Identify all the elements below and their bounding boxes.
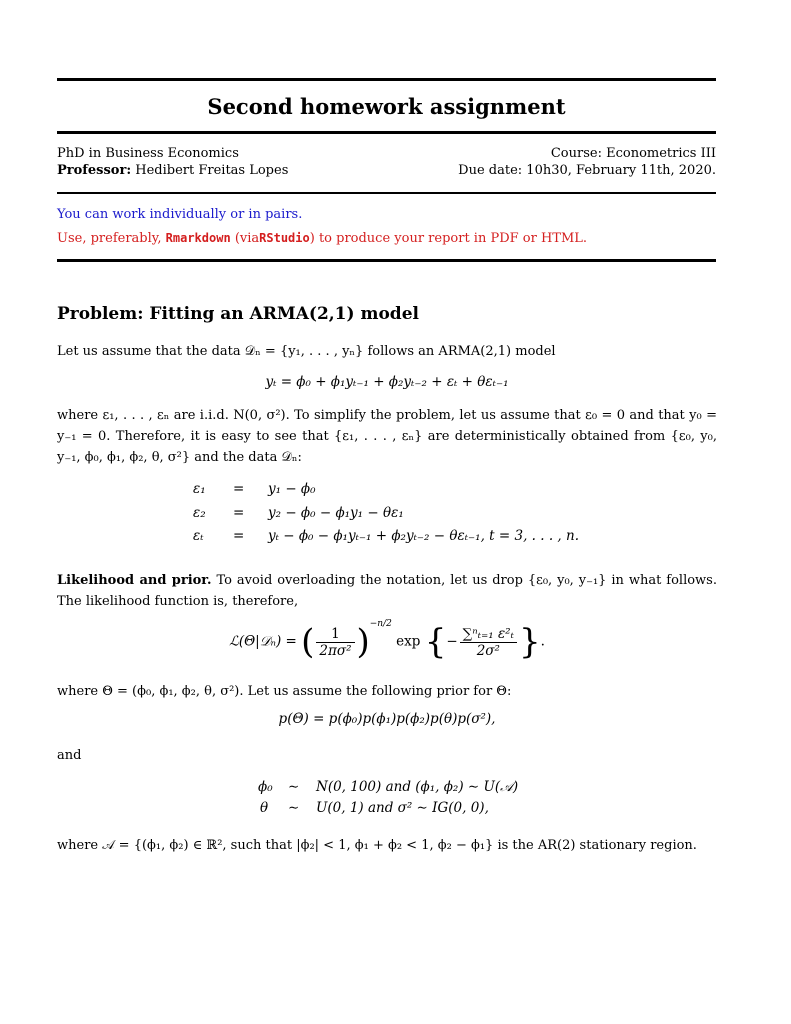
prior-line-1-rhs: N(0, 100) and (ϕ₁, ϕ₂) ∼ U(𝒜) [316, 779, 519, 795]
professor-name: Hedibert Freitas Lopes [135, 163, 289, 178]
residual-eq-3: εₜ = yₜ − ϕ₀ − ϕ₁yₜ₋₁ + ϕ₂yₜ₋₂ − θεₜ₋₁, t = 3, . . . , n. [193, 528, 579, 544]
prior-equation: p(Θ) = p(ϕ₀)p(ϕ₁)p(ϕ₂)p(θ)p(σ²), [278, 711, 496, 727]
likelihood-exp: exp [396, 633, 421, 650]
notes-rule [57, 259, 716, 262]
residual-eq-1-rhs: y₁ − ϕ₀ [268, 481, 316, 497]
professor-label: Professor: [57, 163, 132, 178]
prior-line-1: ϕ₀ ∼ N(0, 100) and (ϕ₁, ϕ₂) ∼ U(𝒜) [258, 779, 519, 795]
title-rule [57, 131, 716, 134]
rmarkdown-text: Rmarkdown [165, 231, 231, 245]
likelihood-paragraph [57, 570, 717, 612]
document-title: Second homework assignment [207, 94, 566, 119]
prior-line-2: θ ∼ U(0, 1) and σ² ∼ IG(0, 0), [260, 800, 489, 816]
top-rule [57, 78, 716, 81]
residual-eq-2-rhs: y₂ − ϕ₀ − ϕ₁y₁ − θε₁ [268, 505, 404, 521]
residual-eq-3-rhs: yₜ − ϕ₀ − ϕ₁yₜ₋₁ + ϕ₂yₜ₋₂ − θεₜ₋₁, t = 3, . . . , n. [268, 528, 579, 544]
and-text: and [57, 748, 82, 763]
residual-eq-1: ε₁ = y₁ − ϕ₀ [193, 481, 316, 497]
residual-eq-3-lhs: εₜ [193, 528, 204, 544]
work-note: You can work individually or in pairs. [57, 207, 303, 222]
region-paragraph: where 𝒜 = {(ϕ₁, ϕ₂) ∈ ℝ², such that |ϕ₂| < 1, ϕ₁ + ϕ₂ < 1, ϕ₂ − ϕ₁} is the AR(2) stationary region. [57, 838, 697, 853]
section-title: Problem: Fitting an ARMA(2,1) model [57, 304, 419, 324]
course-text: Course: Econometrics III [550, 146, 716, 161]
professor-line [57, 163, 288, 178]
residual-eq-2: ε₂ = y₂ − ϕ₀ − ϕ₁y₁ − θε₁ [193, 505, 404, 521]
report-note-mid: (via [234, 231, 260, 246]
residual-eq-1-lhs: ε₁ [193, 481, 206, 497]
program-text: PhD in Business Economics [57, 146, 239, 161]
residual-eq-2-lhs: ε₂ [193, 505, 206, 521]
prior-line-2-lhs: θ [260, 800, 269, 816]
likelihood-fraction: $\frac{1}{\text{2πσ²}}$ [316, 626, 354, 659]
rstudio-text: RStudio [259, 231, 310, 245]
likelihood-exp-fraction: $\frac{\text{∑ⁿₜ₌₁ ε²ₜ}}{\text{2σ²}}$ [460, 626, 517, 659]
report-note-prefix: Use, preferably, [57, 231, 162, 246]
report-note-suffix: ) to produce your report in PDF or HTML. [309, 231, 588, 246]
prior-line-2-rhs: U(0, 1) and σ² ∼ IG(0, 0), [316, 800, 489, 816]
header-rule [57, 192, 716, 194]
likelihood-equation: ℒ(Θ|𝒟ₙ) = ( $\frac{1}{\text{2πσ²}}$ )$^{-n/2}$ exp {− $\frac{\text{∑ⁿₜ₌₁ ε²ₜ}}{\text{2σ²}}$ }. [229, 619, 545, 662]
report-note [57, 231, 587, 246]
likelihood-text: To avoid overloading the notation, let us drop {ε₀, y₀, y₋₁} in what follows. The likelihood function is, therefore, [57, 573, 717, 609]
likelihood-heading: Likelihood and prior. [57, 573, 212, 588]
parameter-paragraph: where Θ = (ϕ₀, ϕ₁, ϕ₂, θ, σ²). Let us assume the following prior for Θ: [57, 684, 512, 699]
intro-paragraph: Let us assume that the data 𝒟ₙ = {y₁, . . . , yₙ} follows an ARMA(2,1) model [57, 344, 556, 359]
likelihood-lhs: ℒ(Θ|𝒟ₙ) = [229, 633, 297, 650]
prior-line-1-lhs: ϕ₀ [258, 779, 273, 795]
due-date-text: Due date: 10h30, February 11th, 2020. [458, 163, 716, 178]
assumption-paragraph: where ε₁, . . . , εₙ are i.i.d. N(0, σ²). To simplify the problem, let us assume that ε₀ = 0 and that y₀ = y₋₁ = 0. Therefore, it is easy to see that {ε₁, . . . , εₙ} are deterministically obtained from {ε₀, y₀, y₋₁, ϕ₀, ϕ₁, ϕ₂, θ, σ²} and the data 𝒟ₙ: [57, 408, 717, 465]
likelihood-power: −n/2 [369, 619, 392, 629]
model-equation: yₜ = ϕ₀ + ϕ₁yₜ₋₁ + ϕ₂yₜ₋₂ + εₜ + θεₜ₋₁ [265, 374, 509, 390]
